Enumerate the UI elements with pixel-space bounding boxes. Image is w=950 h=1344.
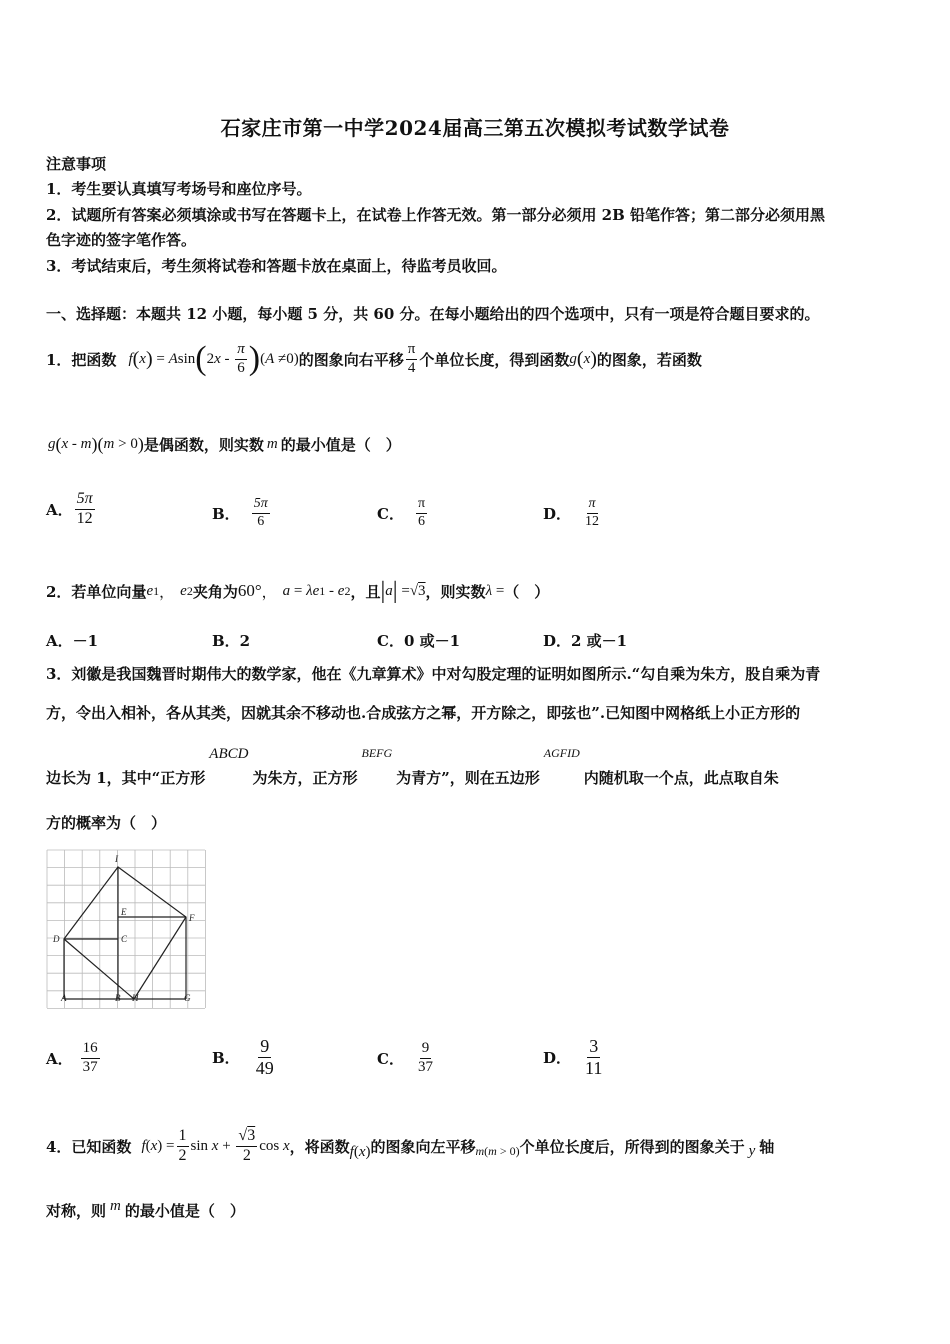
fig-label-e: E <box>121 907 127 917</box>
q1-option-d-label: D． <box>543 504 572 523</box>
q3-option-a-den: 37 <box>82 1058 98 1075</box>
q1-option-c[interactable] <box>377 490 429 536</box>
q3-option-d-den: 11 <box>585 1057 603 1078</box>
q3-option-d-num: 3 <box>589 1035 599 1056</box>
notice-item-2: 2．试题所有答案必须填涂或书写在答题卡上，在试卷上作答无效。第一部分必须用 2B 铅笔作答；第二部分必须用黑 <box>46 206 826 224</box>
q3-option-a[interactable] <box>46 1034 102 1082</box>
q3-option-b-num: 9 <box>260 1035 270 1056</box>
q1-option-b-num: 5π <box>252 497 270 514</box>
fig-label-h: H <box>132 993 139 1003</box>
fig-label-g: G <box>184 993 191 1003</box>
question-4-line-1: 4．已知函数 f ( x ) = $\frac{1}{2}$ sin x + $\frac{√3}{2}$ cos x ，将函数 f ( x ) 的图象向左平移 m ( m > 0) 个单位长度后，所得到的图象关于 y 轴 <box>46 1126 775 1164</box>
q4-text-6: 对称，则 <box>46 1201 107 1220</box>
q3-line-1: 3．刘徽是我国魏晋时期伟大的数学家，他在《九章算术》中对勾股定理的证明如图所示.“勾自乘为朱方，股自乘为青 <box>46 665 821 683</box>
q3-text-a: 边长为 1，其中“正方形 <box>46 769 206 787</box>
q2-text-1: 2．若单位向量 <box>46 582 147 601</box>
q1-option-a[interactable] <box>46 486 97 532</box>
q3-option-b-den: 49 <box>255 1057 274 1078</box>
notice-item-3: 3．考试结束后，考生须将试卷和答题卡放在桌面上，待监考员收回。 <box>46 257 507 275</box>
q3-option-b-label: B． <box>212 1048 240 1067</box>
q1-text-2: 的图象向右平移 <box>298 350 404 369</box>
q1-option-c-den: 6 <box>417 513 425 529</box>
q2-text-4: ，则实数 <box>425 582 486 601</box>
q1-option-d-den: 12 <box>585 513 600 529</box>
q4-text-1: 4．已知函数 <box>46 1137 132 1156</box>
q1-text-1: 1．把函数 <box>46 350 117 369</box>
fig-label-c: C <box>121 934 128 944</box>
q3-text-c: 为青方”，则在五边形 <box>396 769 540 787</box>
q1-option-b-den: 6 <box>257 513 265 529</box>
page-title: 石家庄市第一中学2024届高三第五次模拟考试数学试卷 <box>220 116 730 140</box>
q3-grid-figure <box>46 849 206 1009</box>
q2-option-b[interactable]: B．2 <box>212 632 251 650</box>
q2-text-5: （ ） <box>504 582 550 601</box>
fig-label-b: B <box>115 993 121 1003</box>
q3-option-c-num: 9 <box>420 1041 432 1059</box>
q2-text-3: ，且 <box>350 582 381 601</box>
q2-option-c[interactable]: C．0 或－1 <box>377 632 461 650</box>
q4-text-4: 个单位长度后，所得到的图象关于 <box>519 1137 745 1156</box>
q1-option-b-label: B． <box>212 504 240 523</box>
q3-text-d: 内随机取一个点，此点取自朱 <box>583 769 779 787</box>
question-1-line-2: g ( x - m )( m > 0 ) 是偶函数，则实数 m 的最小值是（ ） <box>48 433 401 454</box>
q2-text-2: 夹角为 <box>192 582 238 601</box>
q1-option-a-label: A． <box>46 500 73 519</box>
q1-text-5: 是偶函数，则实数 <box>143 435 264 454</box>
q3-option-d-label: D． <box>543 1048 572 1067</box>
q3-option-c[interactable] <box>377 1034 437 1082</box>
q1-text-4: 的图象，若函数 <box>596 350 702 369</box>
fig-label-d: D <box>53 934 60 944</box>
q3-line-2: 方，令出入相补，各从其类，因就其余不移动也.合成弦方之幂，开方除之，即弦也”.已知图中网格纸上小正方形的 <box>46 704 801 722</box>
q2-option-a[interactable]: A．－1 <box>46 632 99 650</box>
q1-option-b[interactable] <box>212 490 272 536</box>
q3-line-4: 方的概率为（ ） <box>46 814 167 832</box>
q3-option-a-num: 16 <box>81 1041 100 1059</box>
q3-line-3 <box>46 746 779 788</box>
q3-option-c-den: 37 <box>417 1058 433 1075</box>
q1-option-d[interactable] <box>543 490 603 536</box>
q3-option-d[interactable] <box>543 1030 606 1084</box>
q3-agfid: AGFID <box>543 746 580 760</box>
q1-option-d-num: π <box>587 497 598 514</box>
q1-option-c-num: π <box>416 497 427 514</box>
q4-text-7: 的最小值是（ ） <box>124 1201 245 1220</box>
notice-item-2-cont: 色字迹的签字笔作答。 <box>46 231 197 249</box>
q3-option-c-label: C． <box>377 1049 404 1068</box>
q4-text-2: ，将函数 <box>289 1137 350 1156</box>
fig-label-a: A <box>61 993 67 1003</box>
q3-befg: BEFG <box>361 746 393 760</box>
fig-label-f: F <box>189 913 195 923</box>
q3-option-a-label: A． <box>46 1049 73 1068</box>
section-heading: 一、选择题：本题共 12 小题，每小题 5 分，共 60 分。在每小题给出的四个选项中，只有一项是符合题目要求的。 <box>46 305 820 323</box>
question-4-line-2: 对称，则 m 的最小值是（ ） <box>46 1197 245 1220</box>
notice-heading: 注意事项 <box>46 155 107 173</box>
q4-text-3: 的图象向左平移 <box>370 1137 476 1156</box>
notice-item-1: 1．考生要认真填写考场号和座位序号。 <box>46 180 312 198</box>
q3-abcd: ABCD <box>209 746 249 762</box>
question-1-line-1: 1．把函数 f ( x ) = A sin ( 2 x - $\frac{\pi}{6}$ ) ( A ≠0) 的图象向右平移 $\frac{\pi}{4}$ 个单位长度，得到函数 g ( x ) 的图象，若函数 <box>46 340 702 377</box>
q1-formula-f: f <box>128 350 133 367</box>
q3-text-b: 为朱方，正方形 <box>252 769 358 787</box>
q1-option-a-den: 12 <box>76 509 93 527</box>
q4-text-5: 轴 <box>759 1137 775 1156</box>
q2-option-d[interactable]: D．2 或－1 <box>543 632 628 650</box>
fig-label-i: I <box>115 854 118 864</box>
q1-option-c-label: C． <box>377 504 404 523</box>
q3-option-b[interactable] <box>212 1030 278 1084</box>
q1-text-6: 的最小值是（ ） <box>280 435 401 454</box>
q1-option-a-num: 5π <box>75 491 95 510</box>
question-2: 2．若单位向量 e 1 ， e 2 夹角为 60° ， a = λe 1 - e 2 ，且 | a | = √3 ，则实数 λ = （ ） <box>46 577 550 604</box>
q1-text-3: 个单位长度，得到函数 <box>419 350 570 369</box>
